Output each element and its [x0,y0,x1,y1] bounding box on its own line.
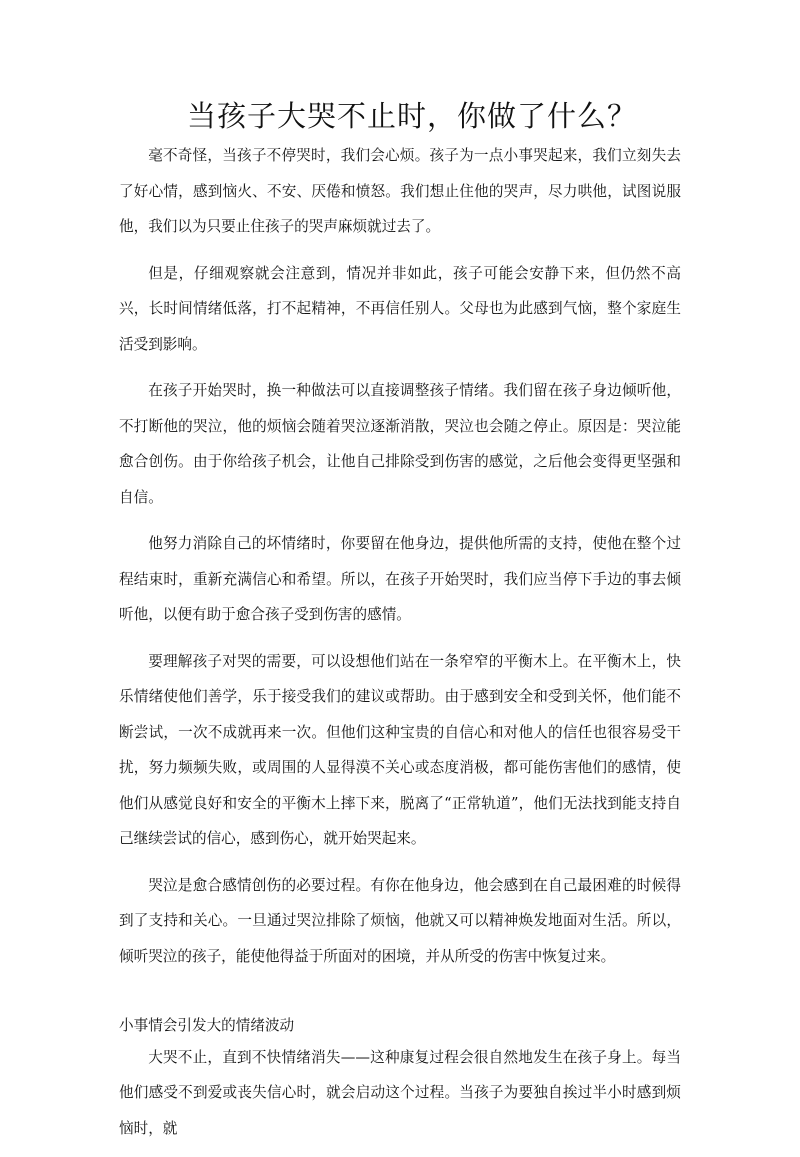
paragraph: 但是，仔细观察就会注意到，情况并非如此，孩子可能会安静下来，但仍然不高兴，长时间情绪低落，打不起精神，不再信任别人。父母也为此感到气恼，整个家庭生活受到影响。 [119,264,681,353]
paragraph: 要理解孩子对哭的需要，可以设想他们站在一条窄窄的平衡木上。在平衡木上，快乐情绪使他们善学，乐于接受我们的建议或帮助。由于感到安全和受到关怀，他们能不断尝试，一次不成就再来一次。但他们这种宝贵的自信心和对他人的信任也很容易受干扰，努力频频失败，或周围的人显得漠不关心或态度消极，都可能伤害他们的感情，使他们从感觉良好和安全的平衡木上摔下来，脱离了“正常轨道”，他们无法找到能支持自己继续尝试的信心，感到伤心，就开始哭起来。 [119,652,681,847]
document-body [119,138,681,1157]
paragraph: 在孩子开始哭时，换一种做法可以直接调整孩子情绪。我们留在孩子身边倾听他，不打断他的哭泣，他的烦恼会随着哭泣逐渐消散，哭泣也会随之停止。原因是：哭泣能愈合创伤。由于你给孩子机会，让他自己排除受到伤害的感觉，之后他会变得更坚强和自信。 [119,382,681,506]
page-title: 当孩子大哭不止时，你做了什么？ [186,99,637,133]
section-heading: 小事情会引发大的情绪波动 [119,1017,295,1034]
paragraph: 哭泣是愈合感情创伤的必要过程。有你在他身边，他会感到在自己最困难的时候得到了支持和关心。一旦通过哭泣排除了烦恼，他就又可以精神焕发地面对生活。所以，倾听哭泣的孩子，能使他得益于所面对的困境，并从所受的伤害中恢复过来。 [119,876,681,965]
paragraph: 大哭不止，直到不快情绪消失——这种康复过程会很自然地发生在孩子身上。每当他们感受不到爱或丧失信心时，就会启动这个过程。当孩子为要独自挨过半小时感到烦恼时，就 [119,1048,681,1137]
paragraph: 他努力消除自己的坏情绪时，你要留在他身边，提供他所需的支持，使他在整个过程结束时，重新充满信心和希望。所以，在孩子开始哭时，我们应当停下手边的事去倾听他，以便有助于愈合孩子受到伤害的感情。 [119,535,681,623]
paragraph: 毫不奇怪，当孩子不停哭时，我们会心烦。孩子为一点小事哭起来，我们立刻失去了好心情，感到恼火、不安、厌倦和愤怒。我们想止住他的哭声，尽力哄他，试图说服他，我们以为只要止住孩子的哭声麻烦就过去了。 [119,147,681,235]
